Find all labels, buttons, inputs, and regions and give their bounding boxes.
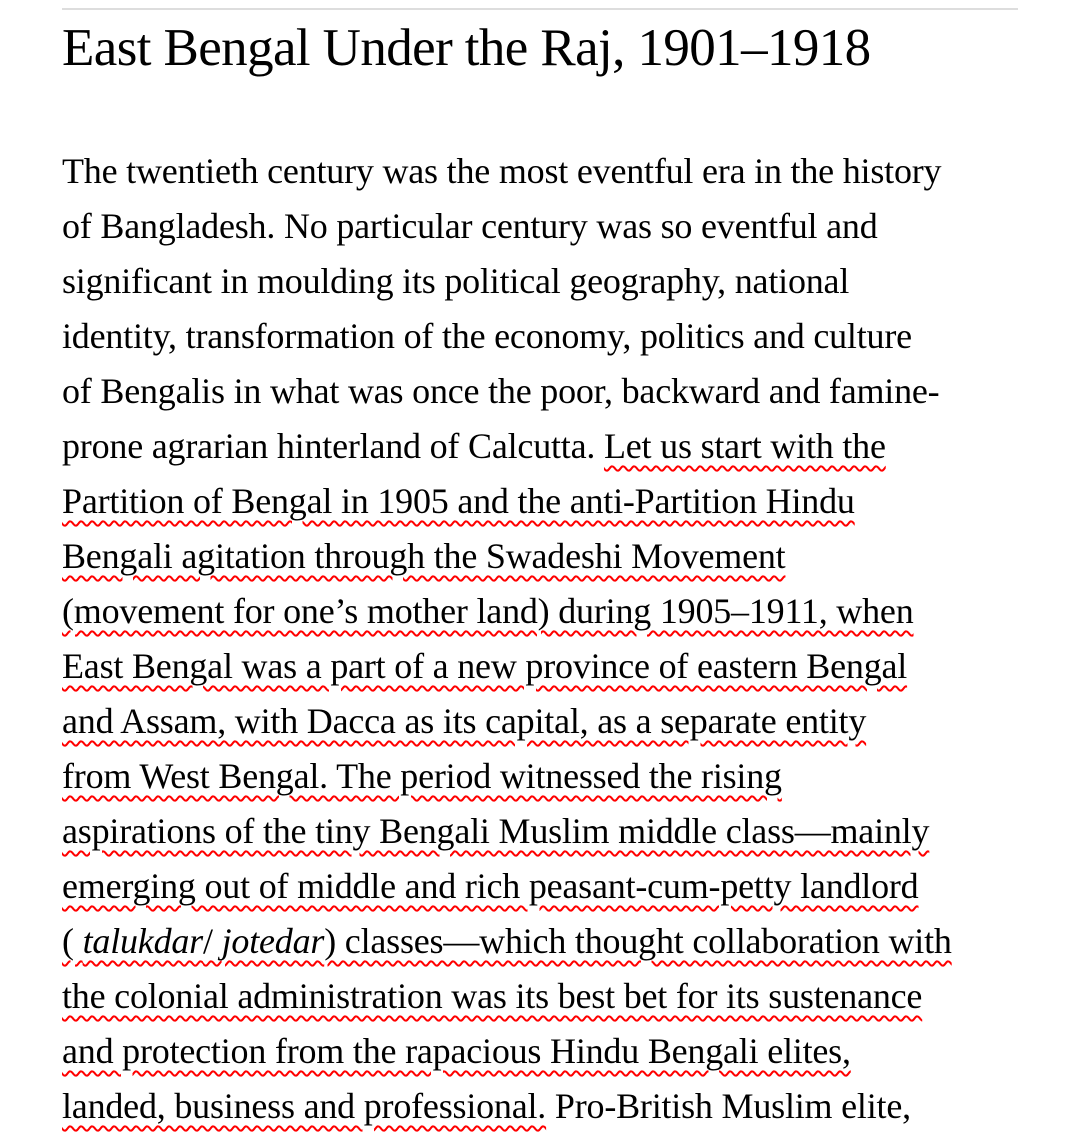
page-title: East Bengal Under the Raj, 1901–1918 [62, 19, 871, 77]
body-paragraph [62, 144, 1022, 1134]
text-line [62, 749, 1022, 804]
spellcheck-underlined-text[interactable]: ( talukdar/ jotedar) classes—which thought collaboration with [62, 921, 952, 961]
text-line [62, 639, 1022, 694]
text-line [62, 474, 1022, 529]
text-line [62, 584, 1022, 639]
text-line [62, 694, 1022, 749]
spellcheck-underlined-text[interactable]: Partition of Bengal in 1905 and the anti-Partition Hindu [62, 481, 855, 521]
text-line: significant in moulding its political geography, national [62, 261, 850, 301]
spellcheck-underlined-text[interactable]: Bengali agitation through the Swadeshi Movement [62, 536, 786, 576]
text-line: of Bengalis in what was once the poor, backward and famine- [62, 371, 940, 411]
text-line [62, 859, 1022, 914]
text-line [62, 969, 1022, 1024]
top-divider [62, 8, 1018, 10]
text-line [62, 529, 1022, 584]
text-line [62, 914, 1022, 969]
spellcheck-underlined-text[interactable]: and protection from the rapacious Hindu Bengali elites, [62, 1031, 851, 1071]
spellcheck-underlined-text[interactable]: landed, business and professional. [62, 1086, 547, 1126]
spellcheck-underlined-text[interactable]: East Bengal was a part of a new province of eastern Bengal [62, 646, 908, 686]
spellcheck-underlined-text[interactable]: aspirations of the tiny Bengali Muslim middle class—mainly [62, 811, 930, 851]
spellcheck-underlined-text[interactable]: (movement for one’s mother land) during 1905–1911, when [62, 591, 914, 631]
spellcheck-underlined-text[interactable]: the colonial administration was its best bet for its sustenance [62, 976, 923, 1016]
spellcheck-underlined-text[interactable]: and Assam, with Dacca as its capital, as a separate entity [62, 701, 867, 741]
italic-term-jotedar: jotedar [221, 921, 325, 961]
spellcheck-underlined-text[interactable]: emerging out of middle and rich peasant-cum-petty landlord [62, 866, 919, 906]
spellcheck-underlined-text[interactable]: Let us start with the [603, 426, 886, 466]
text-line [62, 804, 1022, 859]
text-line: identity, transformation of the economy, politics and culture [62, 316, 912, 356]
text-line: of Bangladesh. No particular century was so eventful and [62, 206, 878, 246]
text-line: landed, business and professional. Pro-British Muslim elite, [62, 1086, 911, 1126]
text-line: prone agrarian hinterland of Calcutta. Let us start with the [62, 426, 886, 466]
italic-term-talukdar: talukdar [82, 921, 203, 961]
spellcheck-underlined-text[interactable]: from West Bengal. The period witnessed the rising [62, 756, 782, 796]
text-line: The twentieth century was the most eventful era in the history [62, 151, 942, 191]
text-line [62, 1024, 1022, 1079]
